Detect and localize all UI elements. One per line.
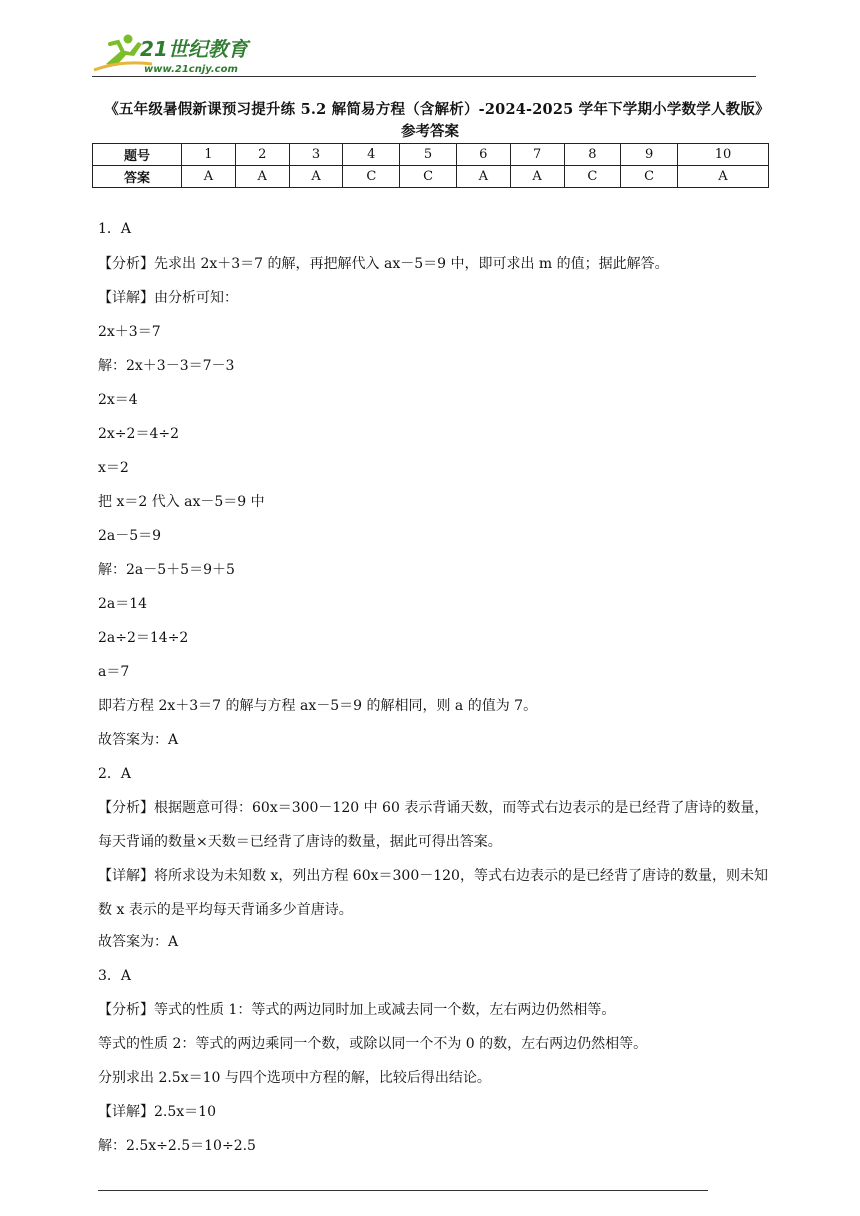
table-cell: A xyxy=(678,166,769,188)
table-cell: A xyxy=(235,166,289,188)
q1-step: a＝7 xyxy=(98,664,130,680)
q2-conclusion: 故答案为：A xyxy=(98,934,179,950)
table-cell: A xyxy=(456,166,510,188)
q2-analysis: 【分析】根据题意可得：60x＝300－120 中 60 表示背诵天数，而等式右边表示的是已经背了唐诗的数量，每天背诵的数量×天数＝已经背了唐诗的数量，据此可得出答案。 xyxy=(98,800,769,850)
q1-step: 即若方程 2x＋3＝7 的解与方程 ax－5＝9 的解相同，则 a 的值为 7。 xyxy=(98,698,538,714)
q1-number: 1．A xyxy=(98,221,132,237)
table-cell: C xyxy=(343,166,400,188)
table-cell: 6 xyxy=(456,144,510,166)
q3-step: 解：2.5x÷2.5＝10÷2.5 xyxy=(98,1138,256,1154)
table-cell: 10 xyxy=(678,144,769,166)
table-cell: 4 xyxy=(343,144,400,166)
q1-step: 2a÷2＝14÷2 xyxy=(98,630,189,646)
row-label-question-number: 题号 xyxy=(93,144,182,166)
table-cell: A xyxy=(182,166,236,188)
footer-divider xyxy=(98,1190,708,1191)
table-row-numbers xyxy=(93,144,769,166)
q1-step: 2x＝4 xyxy=(98,392,138,408)
q2-detail: 【详解】将所求设为未知数 x，列出方程 60x＝300－120，等式右边表示的是已经背了唐诗的数量，则未知数 x 表示的是平均每天背诵多少首唐诗。 xyxy=(98,868,768,918)
answer-table xyxy=(92,143,769,188)
table-cell: 2 xyxy=(235,144,289,166)
q1-step: 把 x＝2 代入 ax－5＝9 中 xyxy=(98,494,265,510)
table-cell: 3 xyxy=(289,144,343,166)
q3-number: 3．A xyxy=(98,968,132,984)
q1-step: 解：2x＋3－3＝7－3 xyxy=(98,358,235,374)
q1-step: 2x÷2＝4÷2 xyxy=(98,426,179,442)
q1-step: 2a＝14 xyxy=(98,596,148,612)
q1-conclusion: 故答案为：A xyxy=(98,732,179,748)
document-title: 《五年级暑假新课预习提升练 5.2 解简易方程（含解析）-2024-2025 学年下学期小学数学人教版》 xyxy=(104,101,770,118)
table-cell: C xyxy=(621,166,678,188)
table-cell: C xyxy=(564,166,621,188)
table-cell: A xyxy=(510,166,564,188)
page-header xyxy=(92,30,756,78)
q1-step: 解：2a－5＋5＝9＋5 xyxy=(98,562,235,578)
q1-analysis: 【分析】先求出 2x＋3＝7 的解，再把解代入 ax－5＝9 中，即可求出 m 的值；据此解答。 xyxy=(98,256,669,272)
q3-analysis: 【分析】等式的性质 1：等式的两边同时加上或减去同一个数，左右两边仍然相等。 xyxy=(98,1002,616,1018)
table-cell: 5 xyxy=(400,144,457,166)
table-cell: 1 xyxy=(182,144,236,166)
q3-detail: 【详解】2.5x＝10 xyxy=(98,1104,216,1120)
table-cell: 7 xyxy=(510,144,564,166)
table-cell: 9 xyxy=(621,144,678,166)
logo-21cnjy xyxy=(92,30,292,76)
table-cell: A xyxy=(289,166,343,188)
header-divider xyxy=(92,76,756,77)
q2-number: 2．A xyxy=(98,766,132,782)
q1-detail: 【详解】由分析可知： xyxy=(98,290,238,306)
q3-property2: 等式的性质 2：等式的两边乘同一个数，或除以同一个不为 0 的数，左右两边仍然相等。 xyxy=(98,1036,648,1052)
q1-step: 2x＋3＝7 xyxy=(98,324,161,340)
q3-method: 分别求出 2.5x＝10 与四个选项中方程的解，比较后得出结论。 xyxy=(98,1070,491,1086)
logo-url: www.21cnjy.com xyxy=(144,64,238,75)
table-cell: C xyxy=(400,166,457,188)
row-label-answer: 答案 xyxy=(93,166,182,188)
q1-step: x＝2 xyxy=(98,460,129,476)
table-row-answers xyxy=(93,166,769,188)
document-subtitle: 参考答案 xyxy=(401,123,459,140)
q1-step: 2a－5＝9 xyxy=(98,528,162,544)
logo-text: 21世纪教育 xyxy=(140,37,248,61)
table-cell: 8 xyxy=(564,144,621,166)
